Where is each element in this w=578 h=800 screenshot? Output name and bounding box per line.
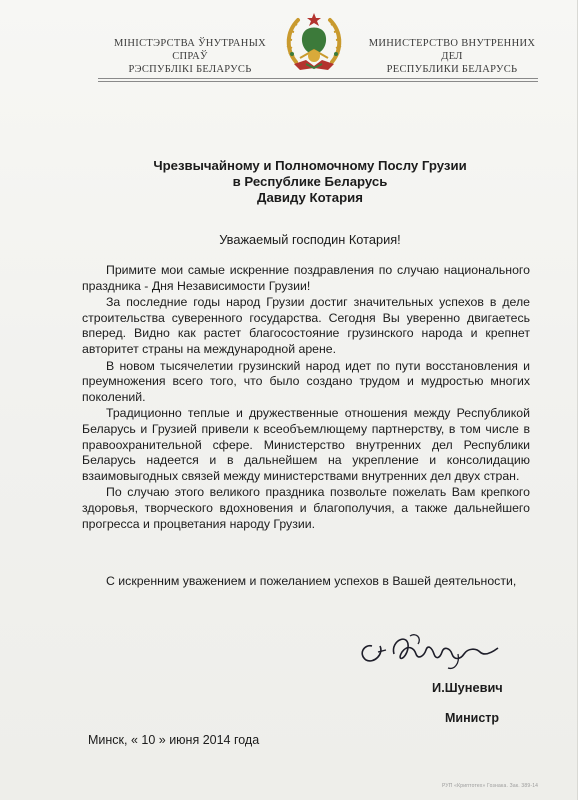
closing-line: С искренним уважением и пожеланием успехов в Вашей деятельности, bbox=[106, 574, 517, 588]
salutation: Уважаемый господин Котария! bbox=[219, 232, 401, 247]
letterhead-right-line1: МИНИСТЕРСТВО ВНУТРЕННИХ ДЕЛ bbox=[368, 38, 536, 62]
place-and-date: Минск, « 10 » июня 2014 года bbox=[88, 733, 260, 747]
letterhead-right-line2: РЕСПУБЛИКИ БЕЛАРУСЬ bbox=[386, 64, 518, 75]
printer-imprint: РУП «Криптотех» Гознака. Зак. 389-14 bbox=[442, 783, 539, 789]
recipient-line3: Давиду Котария bbox=[257, 190, 363, 205]
letterhead-left-line2: РЭСПУБЛІКІ БЕЛАРУСЬ bbox=[128, 64, 252, 75]
paragraph-achievements: За последние годы народ Грузии достиг значительных успехов в деле строительства суверенного государства. Сегодня Вы уверенно двигаетесь вперед. Видно как растет благосостояние грузинского народа и крепнет авторитет страны на международной арене. bbox=[82, 295, 530, 356]
recipient-line2: в Республике Беларусь bbox=[232, 174, 388, 189]
header-divider-secondary bbox=[98, 81, 538, 82]
letter-body bbox=[82, 263, 530, 532]
letterhead-left-line1: МІНІСТЭРСТВА ЎНУТРАНЫХ СПРАЎ bbox=[113, 38, 267, 62]
signer-title: Министр bbox=[445, 711, 500, 725]
handwritten-signature-icon bbox=[350, 624, 510, 676]
letterhead-russian bbox=[362, 37, 542, 76]
header-divider bbox=[98, 78, 538, 79]
recipient-block bbox=[100, 158, 520, 206]
letterhead-belarusian bbox=[100, 37, 280, 76]
paragraph-wishes: По случаю этого великого праздника позвольте пожелать Вам крепкого здоровья, творческого вдохновения и благополучия, а также дальнейшего прогресса и процветания народу Грузии. bbox=[82, 485, 530, 531]
paragraph-millennium: В новом тысячелетии грузинский народ идет по пути восстановления и преумножения всего того, что было создано трудом и мудростью многих поколений. bbox=[82, 358, 530, 404]
paragraph-partnership: Традиционно теплые и дружественные отношения между Республикой Беларусь и Грузией привели к всеобъемлющему партнерству, в том числе в правоохранительной сфере. Министерство внутренних дел Республики Беларусь надеется и в дальнейшем на укрепление и консолидацию взаимовыгодных связей между министерствами внутренних дел двух стран. bbox=[82, 406, 530, 483]
signer-name: И.Шуневич bbox=[432, 680, 503, 695]
recipient-line1: Чрезвычайному и Полномочному Послу Грузии bbox=[153, 158, 467, 173]
paragraph-congratulations: Примите мои самые искренние поздравления по случаю национального праздника - Дня Независимости Грузии! bbox=[82, 263, 530, 293]
state-emblem-icon bbox=[282, 10, 346, 74]
